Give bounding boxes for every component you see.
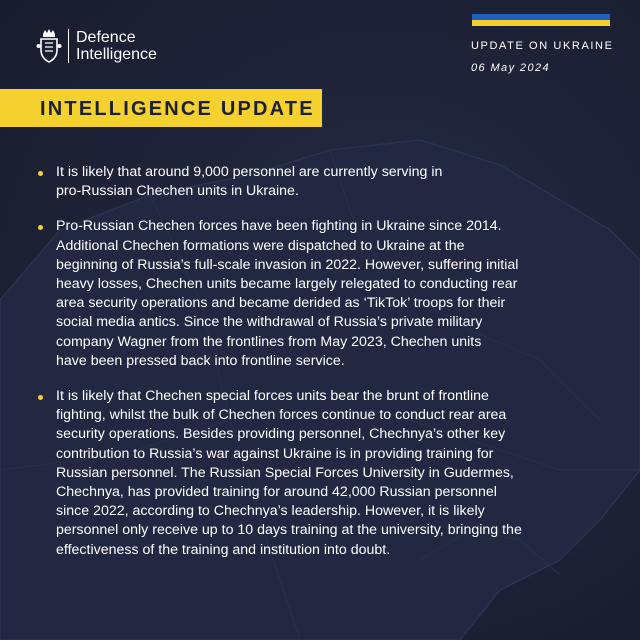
bullet-text: It is likely that around 9,000 personnel are currently serving in pro-Russian Chechen units in Ukraine. xyxy=(56,164,443,200)
list-item xyxy=(38,163,590,201)
update-date: 06 May 2024 xyxy=(471,62,550,74)
royal-crest-icon xyxy=(36,28,62,64)
bullet-text: Pro-Russian Chechen forces have been fighting in Ukraine since 2014. Additional Chechen formations were dispatched to Ukraine at the beginning of Russia’s full-scale invasion in 2022. However, suffering initial heavy losses, Chechen units became largely relegated to conducting rear area security operations and became derided as ‘TikTok’ troops for their social media antics. Since the withdrawal of Russia’s private military company Wagner from the frontlines from May 2023, Chechen units have been pressed back into frontline service. xyxy=(56,218,519,369)
update-subject: UPDATE ON UKRAINE xyxy=(471,40,614,52)
bullet-list xyxy=(38,163,590,576)
bullet-dot-icon xyxy=(38,225,43,230)
logo-line-1: Defence xyxy=(76,29,136,46)
flag-yellow-stripe xyxy=(472,20,610,26)
bullet-dot-icon xyxy=(38,395,43,400)
ukraine-flag-icon xyxy=(472,14,610,26)
bullet-text: It is likely that Chechen special forces units bear the brunt of frontline fighting, whilst the bulk of Chechen forces continue to conduct rear area security operations. Besides providing personnel, Chechnya’s other key contribution to Russia’s war against Ukraine is in providing training for Russian personnel. The Russian Special Forces University in Gudermes, Chechnya, has provided training for around 42,000 Russian personnel since 2022, according to Chechnya’s leadership. However, it is likely personnel only receive up to 10 days training at the university, bringing the effectiveness of the training and institution into doubt. xyxy=(56,388,522,558)
logo-wordmark xyxy=(76,29,157,63)
logo-divider xyxy=(68,29,69,63)
logo-line-2: Intelligence xyxy=(76,46,157,63)
bullet-dot-icon xyxy=(38,171,43,176)
title-banner xyxy=(0,89,322,127)
list-item xyxy=(38,217,590,371)
defence-intelligence-logo xyxy=(36,28,157,64)
page-title: INTELLIGENCE UPDATE xyxy=(40,98,315,120)
list-item xyxy=(38,387,590,560)
